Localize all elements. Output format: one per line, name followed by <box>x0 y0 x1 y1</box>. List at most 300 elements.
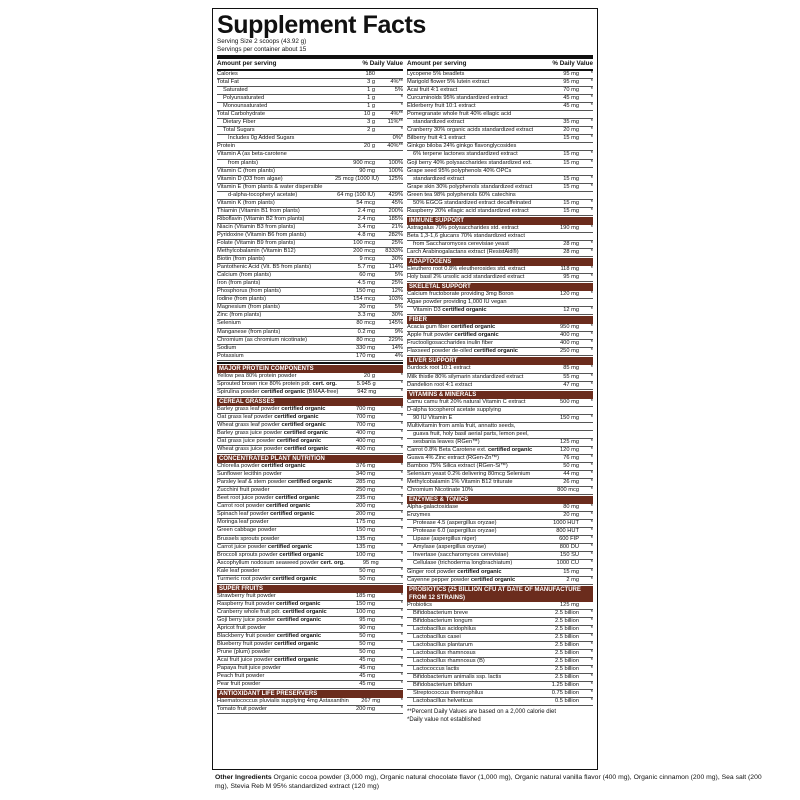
nutrient-row <box>407 127 593 135</box>
daily-value: * <box>590 617 593 624</box>
nutrient-name-text: Carrot root powder <box>217 503 266 510</box>
amount: 500 mg <box>560 398 579 405</box>
daily-value: * <box>400 673 403 680</box>
amount: 2 mg <box>566 576 579 583</box>
nutrient-row <box>217 87 403 95</box>
nutrient-name <box>407 674 543 681</box>
nutrient-row <box>407 274 593 282</box>
nutrient-name <box>217 706 335 713</box>
nutrient-name-text: Burdock root 10:1 extract <box>407 365 471 372</box>
amount: 900 mcg <box>353 159 375 166</box>
daily-value: * <box>400 103 403 110</box>
nutrient-name-text: Bifidobacterium animalis ssp. lactis <box>413 674 502 681</box>
daily-value: 25% <box>391 280 403 287</box>
section-heading: CONCENTRATED PLANT NUTRITION <box>217 455 403 463</box>
nutrient-row <box>407 479 593 487</box>
nutrient-name-text: Protease 6.0 (aspergillus oryzae) <box>413 528 497 535</box>
organic-note: certified organic <box>276 600 321 607</box>
nutrient-name-text: Chlorella powder <box>217 463 262 470</box>
daily-value: * <box>590 207 593 214</box>
nutrient-name <box>407 552 543 559</box>
nutrient-name-text: Chromium (as chromium nicotinate) <box>217 336 308 343</box>
organic-note: certified organic <box>276 616 321 623</box>
nutrient-name-text: Lipase (aspergillus niger) <box>413 536 477 543</box>
nutrient-name-text: guava fruit, holy basil aerial parts, lemon peel, <box>413 430 529 437</box>
amount: 80 mcg <box>356 336 375 343</box>
daily-value: 103% <box>388 296 403 303</box>
amount: 2.5 billion <box>554 641 579 648</box>
nutrient-name <box>217 698 349 705</box>
amount: 100 mg <box>356 608 375 615</box>
daily-value: * <box>590 633 593 640</box>
amount: 1 g <box>367 103 375 110</box>
amount: 20 mg <box>563 512 579 519</box>
nutrient-row <box>217 665 403 673</box>
organic-note: certified organic <box>274 413 319 420</box>
daily-value: * <box>400 575 403 582</box>
nutrient-name-text: Peach fruit powder <box>217 673 265 680</box>
amount: 15 mg <box>563 159 579 166</box>
nutrient-name-text: Carrot 0.8% Beta Carotene ext. <box>407 446 488 453</box>
columns <box>217 60 593 724</box>
organic-note: certified organic <box>282 608 327 615</box>
daily-value: * <box>590 248 593 255</box>
nutrient-name <box>407 528 543 535</box>
daily-value: * <box>400 479 403 486</box>
nutrient-name <box>407 577 543 584</box>
daily-value: * <box>400 559 403 566</box>
daily-value: * <box>590 609 593 616</box>
nutrient-name <box>217 345 335 352</box>
amount: 150 mg <box>356 600 375 607</box>
nutrient-name-text: from Saccharomyces cerevisiae yeast <box>413 240 509 247</box>
nutrient-row <box>217 609 403 617</box>
nutrient-row <box>407 626 593 634</box>
daily-value <box>585 192 593 199</box>
nutrient-name <box>217 414 335 421</box>
amount: 9 mcg <box>359 256 375 263</box>
nutrient-name <box>407 399 543 406</box>
nutrient-row <box>407 71 593 79</box>
nutrient-name <box>407 682 543 689</box>
nutrient-name <box>217 503 335 510</box>
nutrient-row <box>407 544 593 552</box>
organic-note: certified organic <box>267 543 313 550</box>
nutrient-name-text: Potassium <box>217 352 244 359</box>
nutrient-name <box>217 320 335 327</box>
amount: 400 mg <box>356 446 375 453</box>
nutrient-name <box>407 291 543 298</box>
amount: 95 mg <box>362 559 379 566</box>
daily-value: 14% <box>391 344 403 351</box>
daily-value: * <box>590 414 593 421</box>
nutrient-name <box>217 272 335 279</box>
nutrient-name-text: 50% EGCG standardized extract decaffeinated <box>413 199 532 206</box>
daily-value: * <box>590 641 593 648</box>
nutrient-row <box>217 495 403 503</box>
daily-value: * <box>590 95 593 102</box>
nutrient-name-text: Sodium <box>217 344 237 351</box>
nutrient-name-text: Vitamin C (from plants) <box>217 167 276 174</box>
left-rows <box>217 71 403 714</box>
daily-value: * <box>590 381 593 388</box>
amount: 3 g <box>367 79 375 86</box>
daily-value <box>585 143 593 150</box>
amount: 4.5 mg <box>357 280 375 287</box>
nutrient-name-text: Algae powder providing 1,000 IU vegan <box>407 299 507 306</box>
amount: 175 mg <box>356 519 375 526</box>
amount: 15 mg <box>563 183 579 190</box>
amount: 250 mg <box>356 487 375 494</box>
nutrient-name-text: Wheat grass leaf powder <box>217 421 282 428</box>
nutrient-row <box>217 200 403 208</box>
amount: 250 mg <box>560 348 579 355</box>
nutrient-name-text: Acacia gum fiber <box>407 324 451 331</box>
nutrient-name-text: Cellulase (trichoderma longbrachiatum) <box>413 560 513 567</box>
nutrient-row <box>407 374 593 382</box>
nutrient-name <box>407 348 543 355</box>
nutrient-name-text: Protease 4.5 (aspergillus oryzae) <box>413 520 497 527</box>
organic-note: certified organic <box>283 429 328 436</box>
daily-value: * <box>400 551 403 558</box>
nutrient-row <box>407 504 593 512</box>
nutrient-name <box>217 296 335 303</box>
amount: 190 mg <box>560 224 579 231</box>
nutrient-name <box>217 625 335 632</box>
amount: 25 mcg (1000 IU) <box>335 175 379 182</box>
nutrient-row <box>217 111 403 119</box>
nutrient-name <box>407 512 543 519</box>
amount: 2.5 billion <box>554 649 579 656</box>
nutrient-row <box>217 519 403 527</box>
serving-size: Serving Size 2 scoops (43.92 g) <box>217 38 307 45</box>
daily-value: * <box>590 79 593 86</box>
nutrient-row <box>407 658 593 666</box>
nutrient-name <box>407 618 543 625</box>
amount: 45 mg <box>563 103 579 110</box>
amount: 400 mg <box>560 340 579 347</box>
nutrient-name <box>407 634 543 641</box>
amount: 4.8 mg <box>357 231 375 238</box>
organic-note: certified organic <box>473 348 518 355</box>
nutrient-row <box>217 248 403 256</box>
nutrient-row <box>217 304 403 312</box>
daily-value: * <box>400 649 403 656</box>
nutrient-row <box>217 414 403 422</box>
nutrient-row <box>407 307 593 315</box>
nutrient-name-text: Ginger root powder <box>407 568 458 575</box>
nutrient-row <box>407 266 593 274</box>
daily-value: * <box>400 681 403 688</box>
amount: 80 mcg <box>356 320 375 327</box>
nutrient-row <box>407 560 593 568</box>
nutrient-name-text: Chromium Nicotinate 10% <box>407 487 474 494</box>
nutrient-row <box>407 119 593 127</box>
nutrient-row <box>217 633 403 641</box>
nutrient-name-text: Barley grass juice powder <box>217 429 284 436</box>
organic-note: certified organic <box>457 568 502 575</box>
daily-value: * <box>590 87 593 94</box>
nutrient-name-text: Ascophyllum nodosum seaweed powder <box>217 559 321 566</box>
nutrient-name-text: Bifidobacterium longum <box>413 617 473 624</box>
nutrient-name-text: Turmeric root powder <box>217 575 273 582</box>
amount: 15 mg <box>563 207 579 214</box>
nutrient-row <box>217 625 403 633</box>
nutrient-name <box>217 511 335 518</box>
daily-value: 40%** <box>387 143 403 150</box>
amount: 20 g <box>363 372 375 379</box>
nutrient-row <box>217 527 403 535</box>
nutrient-name-text: Green cabbage powder <box>217 527 277 534</box>
daily-value: * <box>590 576 593 583</box>
nutrient-name <box>407 95 543 102</box>
nutrient-name-text: Marigold flower 5% lutein extract <box>407 79 490 86</box>
nutrient-row <box>407 340 593 348</box>
nutrient-name <box>217 87 335 94</box>
organic-note: certified organic <box>276 633 321 640</box>
nutrient-row <box>407 382 593 390</box>
nutrient-row <box>217 381 403 389</box>
amount: 100 mg <box>356 551 375 558</box>
nutrient-row <box>217 649 403 657</box>
nutrient-name <box>217 288 335 295</box>
nutrient-name-text: Total Sugars <box>223 127 255 134</box>
amount: 15 mg <box>563 151 579 158</box>
nutrient-row <box>407 176 593 184</box>
nutrient-row <box>217 438 403 446</box>
nutrient-row <box>407 455 593 463</box>
nutrient-name <box>217 673 335 680</box>
nutrient-name <box>407 192 543 199</box>
daily-value: * <box>590 682 593 689</box>
amount: 2 g <box>367 127 375 134</box>
amount: 340 mg <box>356 471 375 478</box>
nutrient-row <box>217 127 403 135</box>
nutrient-name-text: Eleuthero root 0.8% eleutherosides std. extract <box>407 266 526 273</box>
amount: 150 mg <box>560 414 579 421</box>
panel-title: Supplement Facts <box>217 11 426 39</box>
daily-value: * <box>590 373 593 380</box>
nutrient-name <box>217 304 335 311</box>
nutrient-row <box>217 568 403 576</box>
nutrient-name-text: Acai fruit 4:1 extract <box>407 87 458 94</box>
daily-value <box>585 407 593 414</box>
nutrient-name <box>217 593 335 600</box>
daily-value: * <box>400 405 403 412</box>
amount <box>543 192 585 199</box>
nutrient-name-text: Methylcobalamin (Vitamin B12) <box>217 248 296 255</box>
nutrient-name <box>217 337 335 344</box>
section-heading: ADAPTOGENS <box>407 258 593 266</box>
organic-note: certified organic <box>279 551 324 558</box>
daily-value: * <box>400 608 403 615</box>
organic-note: certified organic <box>266 503 311 510</box>
daily-value: * <box>590 471 593 478</box>
nutrient-name-text: d-alpha-tocopheryl acetate) <box>228 191 298 198</box>
nutrient-name-text: Calcium fructoborate providing 3mg Boron <box>407 291 514 298</box>
amount <box>335 151 379 158</box>
daily-value: 45% <box>391 199 403 206</box>
nutrient-name <box>217 576 335 583</box>
daily-value: * <box>590 135 593 142</box>
amount: 800 DU <box>559 544 579 551</box>
nutrient-row <box>407 423 593 431</box>
nutrient-name <box>217 111 335 118</box>
nutrient-name-text: Bifidobacterium breve <box>413 609 469 616</box>
amount: 330 mg <box>356 344 375 351</box>
nutrient-row <box>217 312 403 320</box>
nutrient-name <box>407 160 543 167</box>
amount: 942 mg <box>357 388 377 395</box>
nutrient-name-text: Brussels sprouts powder <box>217 535 280 542</box>
amount: 950 mg <box>560 324 579 331</box>
nutrient-row <box>217 698 403 706</box>
daily-value: * <box>590 224 593 231</box>
amount: 50 mg <box>359 649 375 656</box>
daily-value: * <box>590 340 593 347</box>
amount: 700 mg <box>356 413 375 420</box>
right-header <box>407 60 593 71</box>
amount: 600 FIP <box>559 536 579 543</box>
amount: 50 mg <box>359 575 375 582</box>
nutrient-name <box>407 143 543 150</box>
daily-value: * <box>400 380 403 387</box>
nutrient-name <box>407 666 543 673</box>
nutrient-name <box>407 266 543 273</box>
daily-value: * <box>590 332 593 339</box>
organic-note: certified organic <box>261 463 306 470</box>
nutrient-name <box>217 609 335 616</box>
daily-value: 114% <box>388 264 403 271</box>
nutrient-row <box>407 634 593 642</box>
amount: 45 mg <box>563 95 579 102</box>
nutrient-name <box>407 479 543 486</box>
organic-note: certified organic <box>287 479 333 486</box>
right-rows <box>407 71 593 706</box>
amount <box>335 184 379 191</box>
nutrient-row <box>407 111 593 119</box>
nutrient-name-text: Iodine (from plants) <box>217 296 266 303</box>
daily-value: * <box>590 536 593 543</box>
nutrient-name-text: Larch Arabinogalactans extract (ResistAid®) <box>407 248 519 255</box>
nutrient-name <box>407 332 543 339</box>
other-ingredients <box>215 773 775 791</box>
nutrient-name-text: sesbania leaves (RGen™) <box>413 438 480 445</box>
nutrient-name-text: standardized extract <box>413 119 465 126</box>
amount: 15 mg <box>563 135 579 142</box>
amount: 15 mg <box>563 568 579 575</box>
daily-value: * <box>400 641 403 648</box>
amount <box>543 407 585 414</box>
nutrient-name-text: Lactobacillus acidophilus <box>413 625 476 632</box>
amount: 35 mg <box>563 119 579 126</box>
nutrient-name <box>217 463 335 470</box>
nutrient-name <box>407 87 543 94</box>
nutrient-name-text: 90 IU Vitamin E <box>413 414 453 421</box>
nutrient-name-text: Selenium <box>217 320 241 327</box>
nutrient-name-text: Pear fruit powder <box>217 681 261 688</box>
nutrient-row <box>407 365 593 373</box>
amount: 2.4 mg <box>357 207 375 214</box>
nutrient-row <box>217 601 403 609</box>
nutrient-name <box>407 447 543 454</box>
nutrient-name-text: Oat grass juice powder <box>217 438 277 445</box>
section-heading: IMMUNE SUPPORT <box>407 217 593 225</box>
amount: 150 mg <box>356 288 375 295</box>
daily-value: * <box>590 398 593 405</box>
nutrient-name-text: Moringa leaf powder <box>217 519 269 526</box>
nutrient-name <box>407 439 543 446</box>
amount: 76 mg <box>563 454 579 461</box>
daily-value: * <box>590 625 593 632</box>
nutrient-name-text: Alpha-galactosidase <box>407 504 459 511</box>
nutrient-row <box>217 373 403 381</box>
nutrient-name <box>217 438 335 445</box>
organic-note: certified organic <box>276 438 321 445</box>
nutrient-row <box>407 536 593 544</box>
amount: 2.5 billion <box>554 625 579 632</box>
nutrient-row <box>217 232 403 240</box>
amount <box>543 233 585 240</box>
nutrient-name-text: Dandelion root 4:1 extract <box>407 381 473 388</box>
nutrient-name-text: Apricot fruit powder <box>217 625 266 631</box>
nutrient-name-text: Manganese (from plants) <box>217 328 281 335</box>
nutrient-name <box>217 256 335 263</box>
amount: 400 mg <box>356 438 375 445</box>
amount: 285 mg <box>356 479 375 486</box>
nutrient-row <box>217 536 403 544</box>
amount: 45 mg <box>359 657 375 664</box>
nutrient-name <box>407 690 543 697</box>
nutrient-name <box>407 520 543 527</box>
amount: 45 mg <box>359 681 375 688</box>
nutrient-row <box>217 446 403 454</box>
daily-value: * <box>590 438 593 445</box>
nutrient-name <box>217 479 335 486</box>
nutrient-row <box>217 657 403 665</box>
amount: 400 mg <box>560 332 579 339</box>
daily-value: * <box>590 544 593 551</box>
nutrient-name-text: Magnesium (from plants) <box>217 304 280 311</box>
amount: 28 mg <box>563 240 579 247</box>
nutrient-name-text: Grape skin 30% polyphenols standardized extract <box>407 183 533 190</box>
amount: 0.2 mg <box>357 328 375 335</box>
nutrient-name <box>407 626 543 633</box>
nutrient-name-text: Iron (from plants) <box>217 280 261 287</box>
nutrient-row <box>407 528 593 536</box>
daily-value: * <box>400 543 403 550</box>
nutrient-row <box>407 399 593 407</box>
nutrient-name-text: standardized extract <box>413 175 465 182</box>
amount: 90 mg <box>359 625 375 631</box>
amount: 200 mg <box>356 511 375 518</box>
daily-value <box>585 431 593 438</box>
daily-value: * <box>590 183 593 190</box>
nutrient-row <box>217 296 403 304</box>
nutrient-name-text: Parsley leaf & stem powder <box>217 479 288 486</box>
servings-per-container: Servings per container about 15 <box>217 46 307 53</box>
left-header <box>217 60 403 71</box>
daily-value: * <box>400 600 403 607</box>
daily-value: 30% <box>391 256 403 263</box>
nutrient-name-text: Lactobacillus plantarum <box>413 641 473 648</box>
nutrient-name-text: Blackberry fruit powder <box>217 633 277 640</box>
nutrient-row <box>217 641 403 649</box>
nutrient-name-text: Invertase (saccharomyces cerevisiae) <box>413 552 509 559</box>
daily-value: 282% <box>388 231 403 238</box>
nutrient-row <box>217 216 403 224</box>
nutrient-row <box>407 184 593 192</box>
